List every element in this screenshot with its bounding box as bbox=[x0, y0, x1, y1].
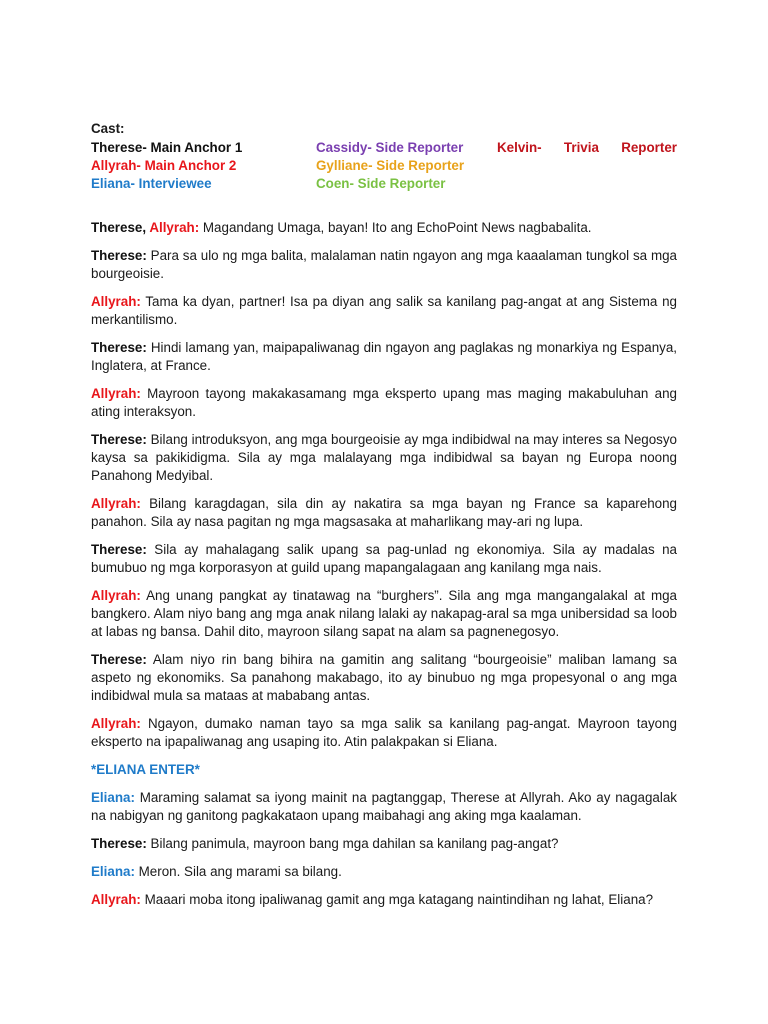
cast-entry: Cassidy- Side Reporter bbox=[316, 140, 464, 155]
cast-entry: Coen- Side Reporter bbox=[316, 176, 446, 191]
dialogue-text: Para sa ulo ng mga balita, malalaman natin ngayon ang mga kaaalaman tungkol sa mga bourgeoisie. bbox=[91, 248, 677, 281]
speaker-name: Eliana bbox=[91, 864, 131, 879]
speaker-colon: : bbox=[130, 790, 135, 805]
cast-list-left bbox=[91, 139, 242, 193]
dialogue-line bbox=[91, 495, 677, 531]
speaker-colon: : bbox=[136, 716, 141, 731]
dialogue-line bbox=[91, 587, 677, 641]
dialogue-line bbox=[91, 385, 677, 421]
speaker-colon: : bbox=[130, 864, 135, 879]
dialogue-line bbox=[91, 651, 677, 705]
speaker-colon: : bbox=[142, 652, 147, 667]
speaker-name: Allyrah bbox=[91, 716, 137, 731]
speaker-colon: : bbox=[142, 248, 147, 263]
speaker-colon: : bbox=[136, 294, 141, 309]
dialogue-line bbox=[91, 715, 677, 751]
dialogue-text: Tama ka dyan, partner! Isa pa diyan ang salik sa kanilang pag-angat at ang Sistema ng merkantilismo. bbox=[91, 294, 677, 327]
speaker-name: Eliana bbox=[91, 790, 131, 805]
speaker-colon: : bbox=[142, 542, 147, 557]
dialogue-line bbox=[91, 293, 677, 329]
dialogue-text: Bilang panimula, mayroon bang mga dahilan sa kanilang pag-angat? bbox=[146, 836, 559, 851]
dialogue-text: Ang unang pangkat ay tinatawag na “burghers”. Sila ang mga mangangalakal at mga bangkero. Alam niyo bang ang mga anak nilang lalaki ay nakapag-aral sa mga unibersidad sa loob at labas ng bansa. Dahil dito, mayroon silang sapat na alam sa pagnenegosyo. bbox=[91, 588, 677, 639]
speaker-colon: : bbox=[136, 588, 141, 603]
cast-kelvin-word: Trivia bbox=[563, 140, 599, 155]
cast-entry: Eliana- Interviewee bbox=[91, 176, 212, 191]
speaker-name: Allyrah bbox=[91, 386, 137, 401]
dialogue-text: Hindi lamang yan, maipapaliwanag din ngayon ang paglakas ng monarkiya ng Espanya, Inglatera, at France. bbox=[91, 340, 677, 373]
cast-heading: Cast: bbox=[91, 121, 125, 136]
dialogue-text: Alam niyo rin bang bihira na gamitin ang salitang “bourgeoisie” maliban lamang sa aspeto ng ekonomiks. Sa panahong makabago, ito ay binubuo ng mga propesyonal o ang mga indibidwal mula sa mataas at mababang antas. bbox=[91, 652, 677, 703]
dialogue-text: Maraming salamat sa iyong mainit na pagtanggap, Therese at Allyrah. Ako ay nagagalak na nabigyan ng ganitong pagkakataon upang maibahagi ang aking mga kaalaman. bbox=[91, 790, 677, 823]
speaker-name: Therese bbox=[91, 542, 143, 557]
dialogue-text: Maaari moba itong ipaliwanag gamit ang mga katagang naintindihan ng lahat, Eliana? bbox=[140, 892, 654, 907]
speaker-colon: : bbox=[136, 892, 141, 907]
dialogue-text: Magandang Umaga, bayan! Ito ang EchoPoint News nagbabalita. bbox=[199, 220, 592, 235]
cast-list-right bbox=[316, 139, 464, 193]
dialogue-line bbox=[91, 339, 677, 375]
speaker-colon: : bbox=[142, 340, 147, 355]
stage-direction: *ELIANA ENTER* bbox=[91, 762, 200, 777]
speaker-name: Therese bbox=[91, 652, 143, 667]
dialogue-text: Meron. Sila ang marami sa bilang. bbox=[134, 864, 342, 879]
speaker-name: Allyrah bbox=[91, 496, 137, 511]
dialogue-line bbox=[91, 247, 677, 283]
dialogue-text: Bilang introduksyon, ang mga bourgeoisie ay mga indibidwal na may interes sa Negosyo kaysa sa pakikidigma. Sila ay mga malalayang mga indibidwal sa bayan ng Europa noong Panahong Medyibal. bbox=[91, 432, 677, 483]
dialogue-text: Mayroon tayong makakasamang mga eksperto upang mas maging makabuluhan ang ating interaksyon. bbox=[91, 386, 677, 419]
dialogue-line bbox=[91, 219, 677, 237]
speaker-name: Allyrah bbox=[149, 220, 195, 235]
speaker-colon: : bbox=[194, 220, 200, 235]
dialogue-line bbox=[91, 863, 677, 881]
dialogue-text: Bilang karagdagan, sila din ay nakatira sa mga bayan ng France sa kaparehong panahon. Sila ay nasa pagitan ng mga magsasaka at maharlikang may-ari ng lupa. bbox=[91, 496, 677, 529]
speaker-separator: , bbox=[142, 220, 150, 235]
speaker-name: Therese bbox=[91, 220, 143, 235]
speaker-colon: : bbox=[136, 496, 141, 511]
speaker-name: Therese bbox=[91, 248, 143, 263]
speaker-name: Allyrah bbox=[91, 892, 137, 907]
dialogue-text: Ngayon, dumako naman tayo sa mga salik sa kanilang pag-angat. Mayroon tayong eksperto na ipapaliwanag ang usaping ito. Atin palakpakan si Eliana. bbox=[91, 716, 677, 749]
cast-entry: Gylliane- Side Reporter bbox=[316, 158, 465, 173]
cast-kelvin-word: Reporter bbox=[621, 140, 677, 155]
speaker-name: Allyrah bbox=[91, 294, 137, 309]
speaker-colon: : bbox=[142, 432, 147, 447]
speaker-name: Therese bbox=[91, 340, 143, 355]
speaker-colon: : bbox=[136, 386, 141, 401]
cast-entry: Therese- Main Anchor 1 bbox=[91, 140, 243, 155]
dialogue-text: Sila ay mahalagang salik upang sa pag-unlad ng ekonomiya. Sila ay madalas na bumubuo ng mga korporasyon at guild upang mapangalagaan ang kanilang mga nais. bbox=[91, 542, 677, 575]
cast-entry: Allyrah- Main Anchor 2 bbox=[91, 158, 237, 173]
speaker-name: Therese bbox=[91, 836, 143, 851]
script-body bbox=[91, 219, 677, 919]
cast-kelvin-word: Kelvin- bbox=[497, 140, 542, 155]
speaker-name: Allyrah bbox=[91, 588, 137, 603]
dialogue-line bbox=[91, 431, 677, 485]
dialogue-line bbox=[91, 789, 677, 825]
dialogue-line bbox=[91, 835, 677, 853]
cast-kelvin-trivia-reporter bbox=[497, 139, 677, 157]
dialogue-line bbox=[91, 891, 677, 909]
dialogue-line bbox=[91, 541, 677, 577]
speaker-colon: : bbox=[142, 836, 147, 851]
speaker-name: Therese bbox=[91, 432, 143, 447]
